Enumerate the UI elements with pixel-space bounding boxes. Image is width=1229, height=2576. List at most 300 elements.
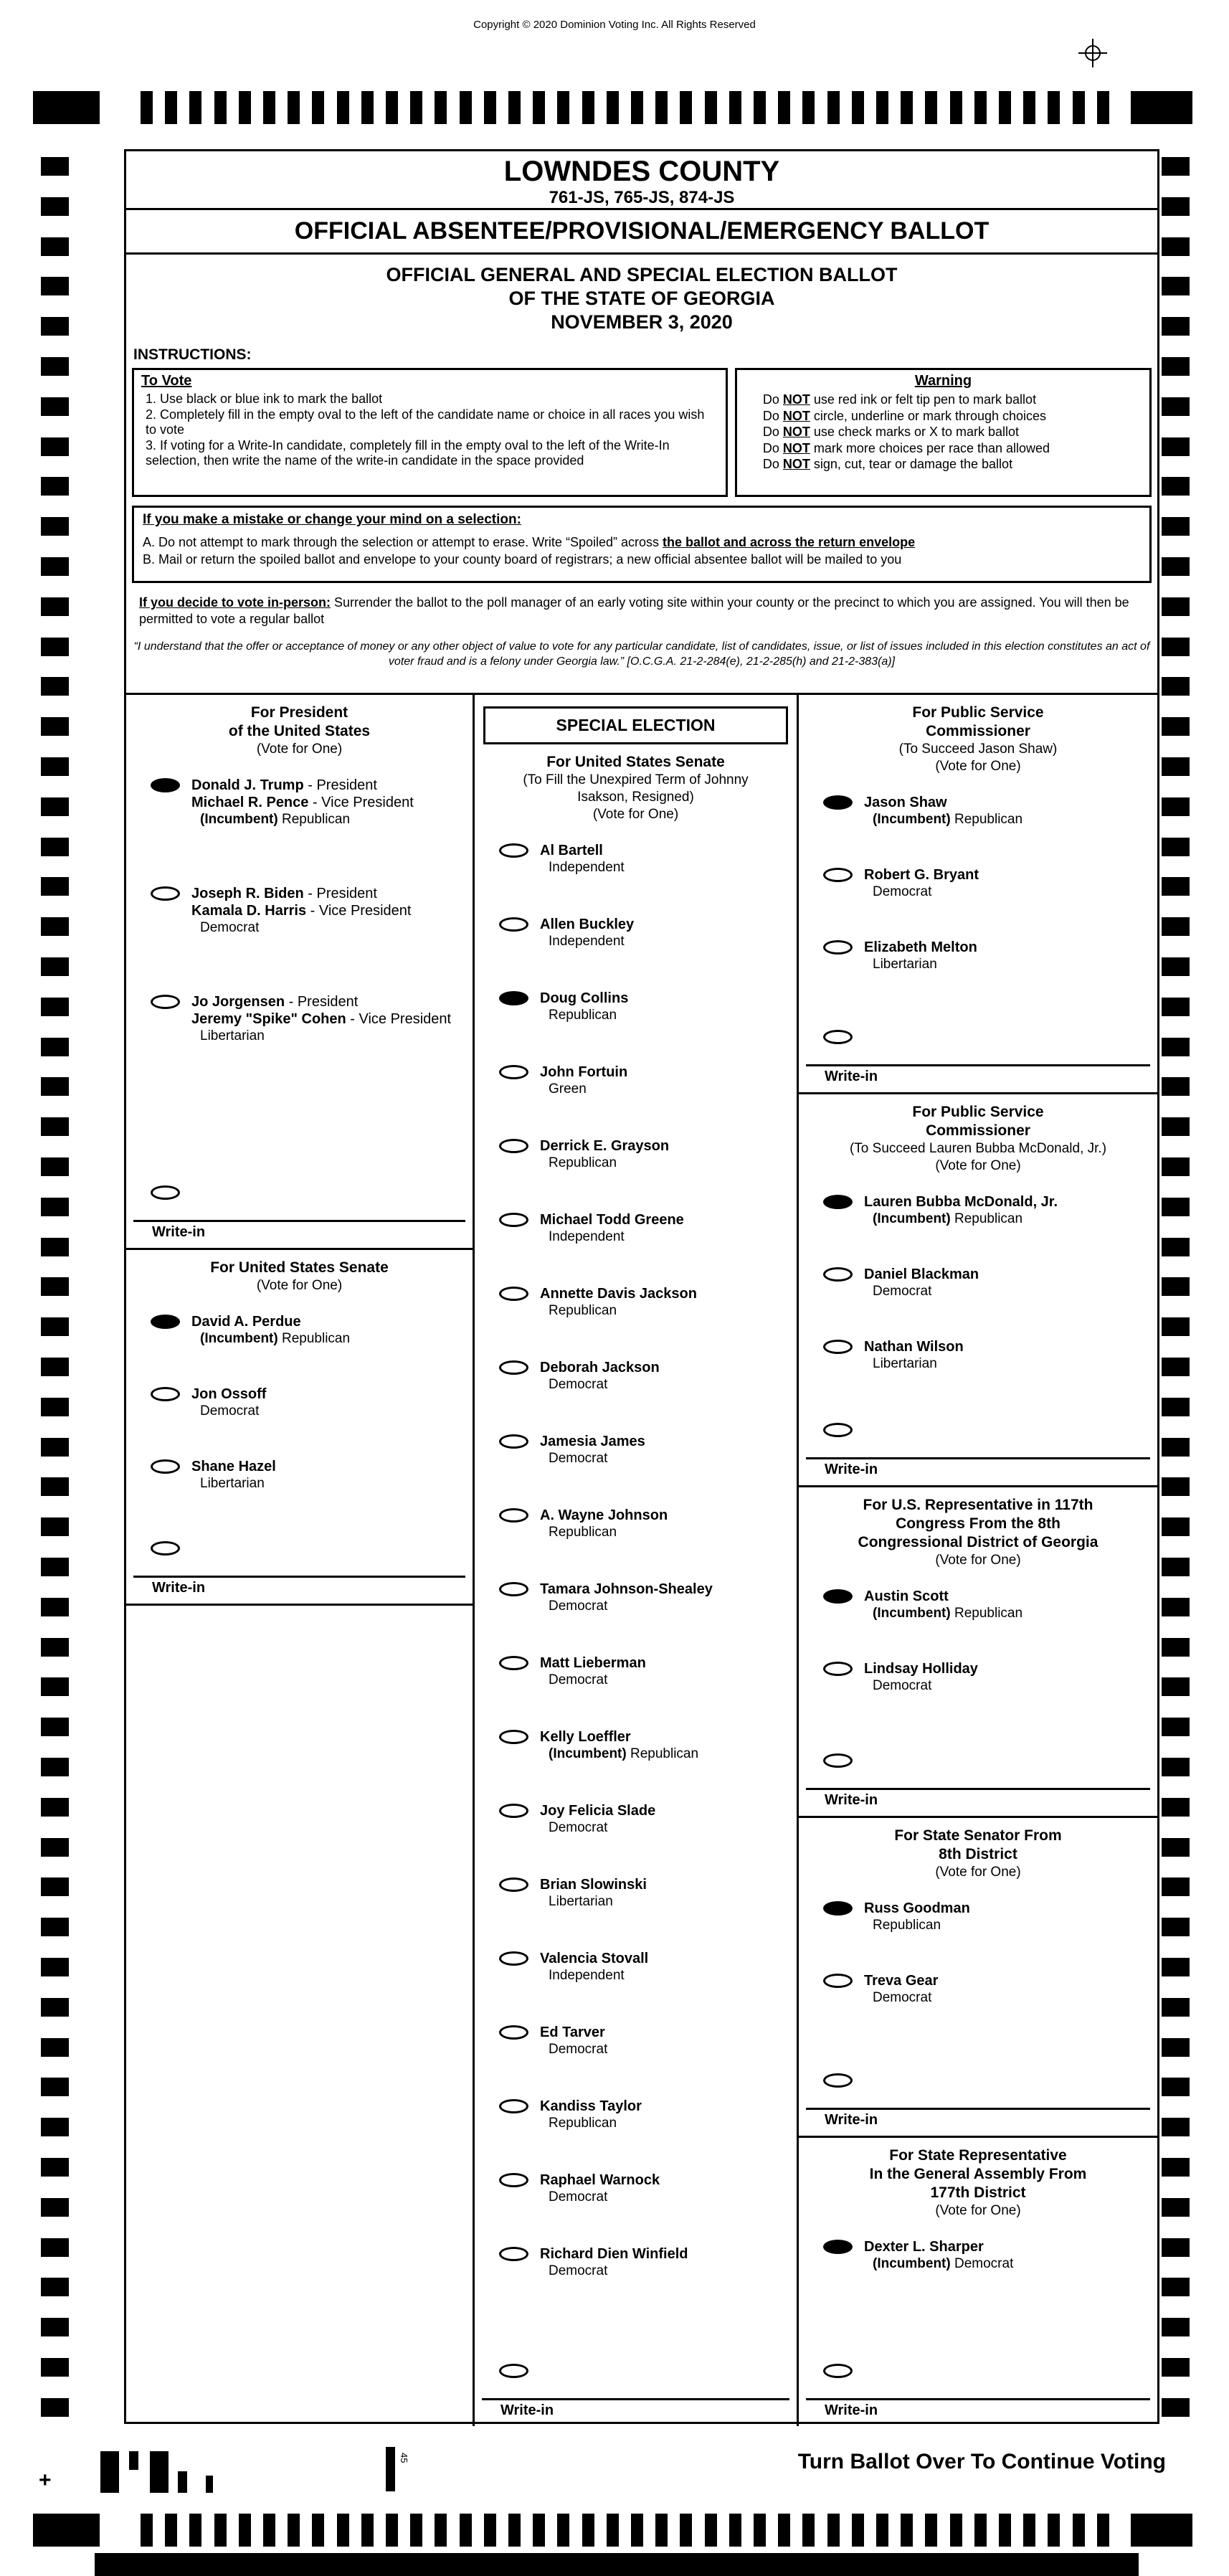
ballot-oval[interactable]	[151, 1387, 180, 1401]
timing-mark	[1162, 1958, 1190, 1976]
timing-mark	[410, 2514, 422, 2547]
timing-mark	[1073, 91, 1085, 124]
write-in-label: Write-in	[825, 1792, 878, 1808]
candidate-option[interactable]	[126, 1458, 473, 1492]
candidate-option[interactable]	[799, 1266, 1157, 1299]
candidate-name: A. Wayne Johnson	[540, 1507, 668, 1523]
timing-mark	[41, 1798, 69, 1817]
timing-mark	[1048, 91, 1060, 124]
ballot-oval-filled[interactable]	[151, 1315, 180, 1329]
instructions-label: INSTRUCTIONS:	[133, 346, 252, 363]
mistake-item-b: B. Mail or return the spoiled ballot and envelope to your county board of registrars; a new official absentee ballot will be mailed to you	[143, 552, 902, 567]
timing-mark	[1097, 91, 1109, 124]
candidate-option[interactable]	[475, 1507, 797, 1540]
candidate-option[interactable]	[475, 2172, 797, 2205]
candidate-party: Independent	[549, 1968, 625, 1983]
candidate-party: Democrat	[549, 2042, 608, 2057]
write-in-label: Write-in	[152, 1580, 206, 1596]
contest-note: (Vote for One)	[935, 759, 1021, 774]
timing-mark	[1162, 2318, 1190, 2336]
contest-note: (Vote for One)	[256, 742, 343, 757]
timing-mark	[41, 557, 69, 576]
candidate-option[interactable]	[475, 1433, 797, 1467]
barcode-mark	[150, 2451, 169, 2493]
contest-note: (Vote for One)	[592, 807, 679, 822]
timing-mark	[41, 2118, 69, 2136]
to-vote-title: To Vote	[141, 373, 192, 389]
candidate-party: Independent	[549, 860, 625, 875]
ballot-oval[interactable]	[499, 1360, 528, 1375]
timing-mark	[41, 797, 69, 816]
timing-mark	[1162, 2038, 1190, 2057]
timing-mark	[41, 1998, 69, 2017]
candidate-option[interactable]	[475, 1802, 797, 1836]
write-in-oval[interactable]	[499, 2364, 528, 2378]
candidate-name: Shane Hazel	[191, 1459, 276, 1474]
candidate-name: Jamesia James	[540, 1434, 645, 1449]
contest-title: of the United States	[228, 723, 371, 739]
timing-mark	[950, 2514, 962, 2547]
candidate-party: Democrat	[549, 2263, 608, 2278]
contest	[799, 1094, 1157, 1487]
to-vote-item: 3. If voting for a Write-In candidate, completely fill in the empty oval to the left of the Write-In selection, then write the name of the write-in candidate in the space provided	[146, 437, 670, 468]
timing-mark	[680, 91, 692, 124]
contest	[126, 695, 473, 1250]
timing-mark	[557, 2514, 569, 2547]
write-in-area	[799, 1421, 1157, 1485]
timing-mark	[1162, 2238, 1190, 2257]
candidate-party: Democrat	[549, 1377, 608, 1392]
candidate-name: Michael R. Pence - Vice President	[191, 795, 414, 810]
candidate-option[interactable]	[126, 993, 473, 1044]
timing-mark	[1162, 1638, 1190, 1657]
timing-mark	[508, 91, 521, 124]
timing-mark	[41, 317, 69, 336]
candidate-option[interactable]	[475, 1064, 797, 1097]
ballot-oval-filled[interactable]	[823, 795, 853, 810]
candidate-option[interactable]	[799, 1588, 1157, 1621]
election-subtitle-line1: OFFICIAL GENERAL AND SPECIAL ELECTION BALLOT	[386, 264, 898, 285]
candidate-name: Jeremy "Spike" Cohen - Vice President	[191, 1011, 452, 1027]
timing-mark	[925, 91, 937, 124]
timing-mark	[312, 2514, 324, 2547]
timing-mark	[41, 277, 69, 295]
candidate-option[interactable]	[799, 794, 1157, 828]
timing-mark	[33, 2514, 100, 2547]
candidate-party: (Incumbent) Democrat	[873, 2256, 1014, 2271]
candidate-option[interactable]	[475, 1728, 797, 1762]
timing-mark	[460, 91, 472, 124]
timing-mark	[288, 2514, 300, 2547]
ballot-oval[interactable]	[499, 1877, 528, 1892]
timing-mark	[41, 1677, 69, 1696]
candidate-option[interactable]	[799, 1193, 1157, 1227]
ballot-title: OFFICIAL ABSENTEE/PROVISIONAL/EMERGENCY BALLOT	[126, 210, 1157, 255]
timing-mark	[999, 2514, 1011, 2547]
candidate-name: Jon Ossoff	[191, 1386, 267, 1402]
timing-mark	[950, 91, 962, 124]
candidate-party: Democrat	[873, 1990, 932, 2005]
timing-mark	[41, 677, 69, 696]
timing-mark	[435, 2514, 447, 2547]
candidate-name: Allen Buckley	[540, 917, 635, 932]
write-in-label: Write-in	[825, 1069, 878, 1084]
timing-mark	[263, 91, 275, 124]
contest-column-1	[126, 695, 475, 2426]
turn-ballot-over-text: Turn Ballot Over To Continue Voting	[797, 2450, 1166, 2473]
write-in-oval[interactable]	[823, 2364, 853, 2378]
timing-mark	[533, 2514, 545, 2547]
timing-mark	[1162, 797, 1190, 816]
contest-title: For United States Senate	[210, 1259, 389, 1276]
warning-item: Do NOT mark more choices per race than allowed	[762, 440, 1050, 455]
candidate-name: Al Bartell	[540, 843, 603, 858]
timing-mark	[1162, 638, 1190, 656]
candidate-party: Republican	[873, 1918, 941, 1933]
timing-mark	[165, 91, 177, 124]
timing-mark	[1162, 1517, 1190, 1536]
timing-mark	[582, 2514, 594, 2547]
timing-mark	[484, 2514, 496, 2547]
candidate-option[interactable]	[126, 1386, 473, 1419]
timing-mark	[41, 957, 69, 976]
timing-mark	[1162, 157, 1190, 176]
write-in-area	[799, 2362, 1157, 2426]
mistake-title: If you make a mistake or change your mind on a selection:	[143, 512, 521, 527]
timing-mark	[1162, 2118, 1190, 2136]
ballot-oval[interactable]	[823, 1340, 853, 1354]
candidate-party: (Incumbent) Republican	[200, 812, 351, 827]
timing-mark	[41, 1117, 69, 1136]
ballot-oval[interactable]	[151, 1459, 180, 1474]
mistake-item-a: A. Do not attempt to mark through the selection or attempt to erase. Write “Spoiled” across the ballot and across the return envelope	[143, 535, 916, 549]
ballot-oval[interactable]	[499, 1656, 528, 1670]
ballot-oval[interactable]	[499, 1730, 528, 1744]
candidate-option[interactable]	[799, 1660, 1157, 1694]
candidate-party: Republican	[549, 1008, 617, 1023]
ballot-oval[interactable]	[499, 917, 528, 932]
barcode-mark	[100, 2451, 119, 2493]
candidate-name: Nathan Wilson	[864, 1339, 964, 1355]
candidate-option[interactable]	[475, 842, 797, 876]
write-in-area	[126, 1184, 473, 1248]
contest-title: For State Representative	[889, 2147, 1067, 2164]
ballot-oval[interactable]	[823, 1267, 853, 1282]
timing-mark	[582, 91, 594, 124]
ballot-oval-filled[interactable]	[499, 991, 528, 1005]
timing-mark	[754, 91, 766, 124]
timing-mark	[1162, 2278, 1190, 2296]
timing-mark	[386, 91, 398, 124]
write-in-oval[interactable]	[151, 1185, 180, 1200]
timing-mark	[533, 91, 545, 124]
timing-mark	[607, 2514, 619, 2547]
candidate-option[interactable]	[475, 916, 797, 950]
contest	[799, 2138, 1157, 2426]
contest	[126, 1250, 473, 1606]
contest-title: 177th District	[930, 2184, 1026, 2201]
timing-mark	[361, 2514, 374, 2547]
candidate-name: Tamara Johnson-Shealey	[540, 1581, 713, 1597]
timing-mark	[41, 1477, 69, 1496]
timing-mark	[288, 91, 300, 124]
timing-mark	[41, 2238, 69, 2257]
county-name: LOWNDES COUNTY	[503, 156, 780, 187]
mistake-instructions-box	[132, 506, 1152, 583]
contest-title: Commissioner	[926, 1122, 1030, 1139]
candidate-name: Treva Gear	[864, 1973, 939, 1989]
timing-mark	[33, 91, 100, 124]
write-in-area	[475, 2362, 797, 2426]
election-date: NOVEMBER 3, 2020	[551, 311, 733, 333]
candidate-name: Joseph R. Biden - President	[191, 886, 377, 901]
contest-note: (To Fill the Unexpired Term of Johnny	[523, 772, 749, 787]
timing-mark	[1131, 91, 1192, 124]
ballot-oval[interactable]	[499, 2025, 528, 2040]
timing-mark	[729, 91, 741, 124]
ballot-oval[interactable]	[499, 2099, 528, 2113]
contest-title: Congress From the 8th	[896, 1515, 1060, 1532]
write-in-oval[interactable]	[151, 1541, 180, 1555]
contest-note: (Vote for One)	[935, 2203, 1021, 2218]
timing-mark	[41, 197, 69, 216]
timing-mark	[1162, 1918, 1190, 1936]
candidate-name: Annette Davis Jackson	[540, 1286, 697, 1302]
candidate-party: Democrat	[873, 884, 932, 899]
timing-mark	[41, 1358, 69, 1376]
candidate-name: Matt Lieberman	[540, 1655, 646, 1671]
timing-mark	[41, 1517, 69, 1536]
ballot-oval[interactable]	[499, 1951, 528, 1966]
timing-mark	[141, 2514, 153, 2547]
timing-mark	[1162, 317, 1190, 336]
timing-mark	[263, 2514, 275, 2547]
ballot-oval-filled[interactable]	[823, 1589, 853, 1604]
timing-mark	[1162, 1838, 1190, 1857]
candidate-option[interactable]	[475, 2098, 797, 2131]
contest-title: For State Senator From	[894, 1827, 1062, 1844]
special-election-header: SPECIAL ELECTION	[483, 706, 788, 744]
timing-mark	[1162, 838, 1190, 856]
timing-mark	[141, 91, 153, 124]
candidate-option[interactable]	[799, 866, 1157, 900]
instructions-section	[126, 346, 1157, 693]
timing-mark	[729, 2514, 741, 2547]
candidate-party: Libertarian	[873, 957, 937, 972]
timing-mark	[41, 157, 69, 176]
candidate-option[interactable]	[475, 2024, 797, 2058]
timing-mark	[705, 2514, 717, 2547]
write-in-label: Write-in	[825, 2112, 878, 2128]
timing-mark	[435, 91, 447, 124]
election-subtitle-line2: OF THE STATE OF GEORGIA	[508, 288, 775, 309]
candidate-option[interactable]	[475, 1359, 797, 1393]
ballot-oval-filled[interactable]	[823, 1901, 853, 1916]
ballot-oval[interactable]	[499, 1213, 528, 1227]
voter-fraud-oath: “I understand that the offer or acceptance of money or any other object of value to vote for any particular candidate, list of candidates, issue, or list of issues included in this election constitutes an act of voter fraud and is a felony under Georgia law.” [O.C.G.A. 21-2-284(e), 21-2-285(h) and 21-2-383(a)]	[133, 640, 1150, 668]
candidate-party: Independent	[549, 1229, 625, 1244]
timing-mark	[1162, 1277, 1190, 1296]
ballot-oval[interactable]	[499, 1434, 528, 1449]
ballot-oval[interactable]	[499, 1582, 528, 1596]
write-in-oval[interactable]	[823, 1030, 853, 1044]
contest-title: Commissioner	[926, 723, 1030, 739]
timing-mark	[778, 2514, 790, 2547]
registration-plus-mark: +	[39, 2468, 52, 2492]
candidate-option[interactable]	[799, 1900, 1157, 1933]
candidate-option[interactable]	[475, 1950, 797, 1984]
contest-note: (To Succeed Jason Shaw)	[898, 742, 1058, 757]
timing-mark	[41, 1157, 69, 1176]
timing-mark	[1162, 1117, 1190, 1136]
timing-mark	[41, 1758, 69, 1776]
timing-mark	[1162, 517, 1190, 536]
ballot-oval-filled[interactable]	[823, 1195, 853, 1209]
ballot-oval[interactable]	[823, 868, 853, 882]
write-in-oval[interactable]	[823, 1753, 853, 1768]
timing-mark	[1162, 1998, 1190, 2017]
ballot-oval[interactable]	[151, 886, 180, 901]
candidate-option[interactable]	[475, 2245, 797, 2279]
timing-mark	[1162, 917, 1190, 936]
contest-title: For President	[250, 704, 348, 721]
timing-mark	[925, 2514, 937, 2547]
candidate-party: Republican	[549, 2116, 617, 2131]
timing-mark	[41, 757, 69, 776]
candidate-party: Democrat	[873, 1284, 932, 1299]
timing-mark	[827, 2514, 840, 2547]
timing-mark	[41, 1638, 69, 1657]
ballot-oval[interactable]	[499, 1287, 528, 1301]
timing-mark	[239, 2514, 251, 2547]
candidate-party: Democrat	[549, 1599, 608, 1614]
timing-mark	[41, 2278, 69, 2296]
candidate-name: David A. Perdue	[191, 1314, 301, 1330]
candidate-option[interactable]	[475, 1876, 797, 1910]
timing-mark	[41, 2198, 69, 2217]
timing-mark	[1162, 1558, 1190, 1576]
candidate-option[interactable]	[126, 777, 473, 828]
ballot-oval[interactable]	[499, 1804, 528, 1818]
ballot-oval[interactable]	[499, 843, 528, 858]
timing-mark	[41, 1198, 69, 1216]
timing-mark	[41, 237, 69, 256]
ballot-oval[interactable]	[151, 995, 180, 1009]
candidate-name: Deborah Jackson	[540, 1360, 660, 1375]
ballot-content	[124, 149, 1159, 2424]
ballot-oval[interactable]	[499, 2173, 528, 2187]
timing-mark	[41, 917, 69, 936]
timing-mark	[337, 91, 349, 124]
write-in-area	[126, 1540, 473, 1604]
candidate-option[interactable]	[475, 1211, 797, 1245]
candidate-party: Libertarian	[549, 1894, 613, 1909]
timing-mark	[189, 2514, 201, 2547]
timing-mark	[607, 91, 619, 124]
ballot-oval[interactable]	[499, 2247, 528, 2261]
candidate-option[interactable]	[799, 1338, 1157, 1372]
timing-mark	[41, 397, 69, 416]
contest-title: For Public Service	[912, 1104, 1044, 1120]
candidate-option[interactable]	[799, 2238, 1157, 2272]
candidate-option[interactable]	[475, 1654, 797, 1688]
candidate-option[interactable]	[126, 885, 473, 936]
ballot-oval[interactable]	[499, 1139, 528, 1153]
candidate-name: Jason Shaw	[864, 795, 947, 810]
timing-mark	[1162, 237, 1190, 256]
candidate-name: John Fortuin	[540, 1064, 628, 1080]
ballot-oval[interactable]	[499, 1065, 528, 1079]
contest	[799, 695, 1157, 1094]
timing-mark	[901, 91, 913, 124]
candidate-name: Austin Scott	[864, 1588, 949, 1604]
candidate-option[interactable]	[475, 1581, 797, 1614]
write-in-oval[interactable]	[823, 1423, 853, 1437]
timing-mark	[1162, 2078, 1190, 2096]
candidate-option[interactable]	[126, 1313, 473, 1347]
write-in-oval[interactable]	[823, 2073, 853, 2088]
candidate-option[interactable]	[475, 1137, 797, 1171]
timing-mark	[214, 2514, 227, 2547]
candidate-name: Lindsay Holliday	[864, 1661, 978, 1677]
timing-mark	[1162, 2398, 1190, 2417]
candidate-name: Donald J. Trump - President	[191, 777, 377, 793]
county-header	[126, 151, 1157, 210]
ballot-oval-filled[interactable]	[151, 778, 180, 792]
ballot-oval[interactable]	[499, 1508, 528, 1523]
timing-mark	[41, 1877, 69, 1896]
write-in-area	[799, 1028, 1157, 1092]
timing-mark	[680, 2514, 692, 2547]
warning-item: Do NOT use red ink or felt tip pen to mark ballot	[762, 392, 1037, 407]
timing-mark	[655, 2514, 668, 2547]
contest-title: 8th District	[939, 1846, 1017, 1862]
timing-mark	[1162, 1477, 1190, 1496]
contest-title: For United States Senate	[546, 754, 725, 770]
write-in-label: Write-in	[825, 2402, 878, 2418]
contest-column-2	[475, 695, 799, 2426]
timing-mark	[1162, 1398, 1190, 1416]
candidate-option[interactable]	[475, 990, 797, 1023]
candidate-option[interactable]	[799, 939, 1157, 972]
timing-mark	[1162, 2158, 1190, 2177]
candidate-name: Doug Collins	[540, 990, 629, 1006]
timing-mark	[1162, 597, 1190, 616]
timing-mark	[631, 91, 643, 124]
ballot-oval[interactable]	[823, 1662, 853, 1676]
ballot-oval[interactable]	[823, 940, 853, 955]
timing-mark	[1162, 1438, 1190, 1457]
timing-mark	[1023, 91, 1035, 124]
candidate-party: Libertarian	[200, 1028, 265, 1043]
timing-mark	[778, 91, 790, 124]
timing-mark	[41, 1718, 69, 1736]
candidate-option[interactable]	[799, 1972, 1157, 2006]
timing-mark	[1162, 1877, 1190, 1896]
in-person-instructions: If you decide to vote in-person: Surrender the ballot to the poll manager of an early voting site within your county or the precinct to which you are assigned. You will then be permitted to vote a regular ballot	[139, 595, 1129, 626]
candidate-party: Republican	[549, 1303, 617, 1318]
contest-column-3	[799, 695, 1157, 2426]
ballot-oval[interactable]	[823, 1974, 853, 1988]
timing-mark	[41, 1838, 69, 1857]
candidate-option[interactable]	[475, 1285, 797, 1319]
candidate-party: Republican	[549, 1155, 617, 1170]
timing-mark	[1162, 437, 1190, 456]
timing-mark	[876, 91, 888, 124]
candidate-party: Democrat	[200, 1403, 260, 1419]
ballot-oval-filled[interactable]	[823, 2240, 853, 2254]
timing-mark	[754, 2514, 766, 2547]
